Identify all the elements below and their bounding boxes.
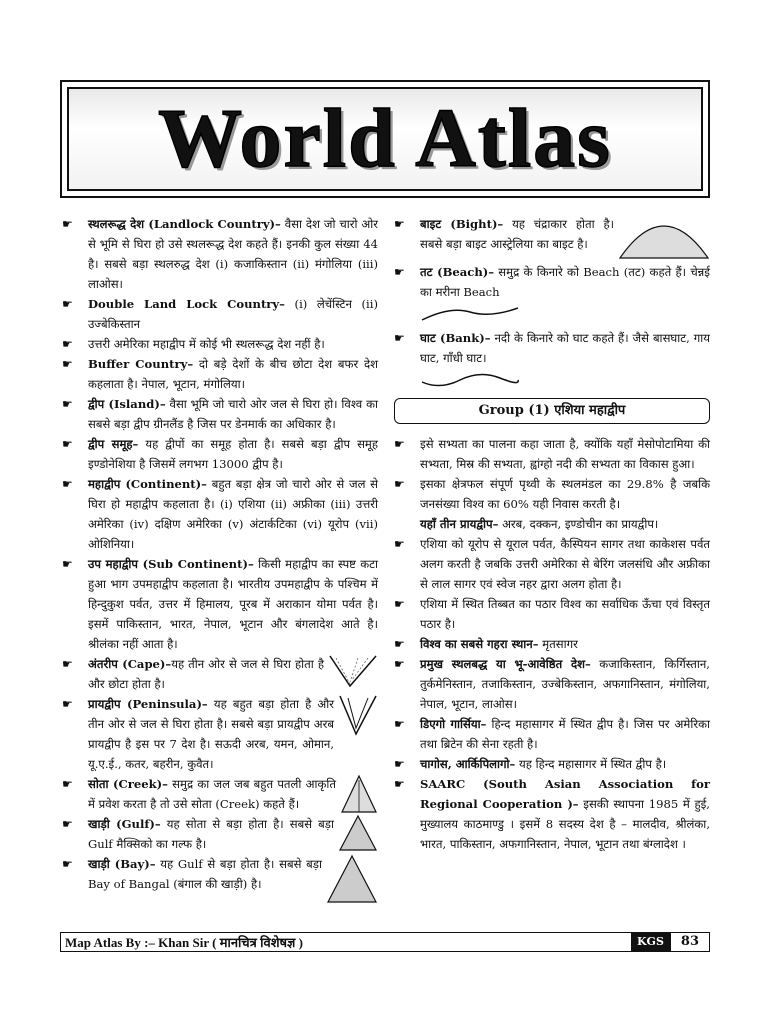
item-text: हिन्द महासागर में स्थित द्वीप है। जिस पर अमेरिका तथा ब्रिटेन की सेना रहती है। [420, 717, 711, 751]
list-item [62, 394, 378, 434]
pointing-hand-icon: ☛ [62, 857, 73, 871]
page-number: 83 [670, 933, 709, 951]
item-text: समुद्र के किनारे को Beach (तट) कहते हैं। चेन्नई का मरीना Beach [420, 265, 710, 299]
item-text: समुद्र का जल जब बहुत पतली आकृति में प्रवेश करता है तो उसे सोता (Creek) कहते हैं। [88, 777, 336, 811]
bank-line-icon [420, 368, 520, 390]
item-term: Buffer Country– [88, 357, 194, 371]
page-footer [60, 932, 710, 952]
footer-code-badge: KGS [631, 933, 670, 951]
list-item [62, 334, 378, 354]
pointing-hand-icon: ☛ [394, 717, 405, 731]
list-item [62, 554, 378, 654]
pointing-hand-icon: ☛ [62, 697, 73, 711]
peninsula-diagram-icon [338, 694, 378, 736]
item-text: किसी महाद्वीप का स्पष्ट कटा हुआ भाग उपमहाद्वीप कहलाता है। भारतीय उपमहाद्वीप के पश्चिम में हिन्दुकुश पर्वत, उत्तर में हिमालय, पूरब में अराकान योमा पर्वत है। इसमें पाकिस्तान, भारत, नेपाल, भूटान और बंगलादेश आते है। श्रीलंका नहीं आता है। [88, 557, 379, 651]
pointing-hand-icon: ☛ [394, 331, 405, 345]
pointing-hand-icon: ☛ [62, 557, 73, 571]
creek-diagram-icon [340, 774, 378, 814]
item-term: खाड़ी (Gulf)– [88, 817, 161, 831]
item-term: उप महाद्वीप (Sub Continent)– [88, 557, 254, 571]
pointing-hand-icon: ☛ [394, 657, 405, 671]
page-title: World Atlas [158, 92, 612, 185]
list-item [394, 328, 710, 368]
title-banner-inner [67, 87, 703, 191]
item-text: दो बड़े देशों के बीच छोटा देश बफर देश कहलाता है। नेपाल, भूटान, मंगोलिया। [88, 357, 378, 391]
list-item [62, 654, 378, 694]
item-term: द्वीप (Island)– [88, 397, 166, 411]
list-item [394, 262, 710, 302]
item-term: विश्व का सबसे गहरा स्थान– [420, 637, 539, 651]
list-item [62, 474, 378, 554]
item-term: खाड़ी (Bay)– [88, 857, 156, 871]
item-text: यह तीन ओर से जल से घिरा होता है और छोटा होता है। [88, 657, 324, 691]
item-text: नदी के किनारे को घाट कहते हैं। जैसे बासघाट, गाय घाट, गाँधी घाट। [420, 331, 710, 365]
pointing-hand-icon: ☛ [394, 757, 405, 771]
item-text: यह चंद्राकार होता है। सबसे बड़ा बाइट आस्ट्रेलिया का बाइट है। [420, 217, 614, 251]
list-item [394, 534, 710, 594]
footer-credit: Map Atlas By :– Khan Sir ( मानचित्र विशेषज्ञ ) [65, 935, 303, 950]
left-column [62, 214, 378, 904]
right-column [394, 214, 710, 854]
item-text: (i) लेचेंस्टिन (ii) उज्बेकिस्तान [88, 297, 378, 331]
list-item [394, 594, 710, 634]
list-item [62, 774, 378, 814]
pointing-hand-icon: ☛ [62, 777, 73, 791]
item-term: Double Land Lock Country– [88, 297, 285, 311]
item-term: यहाँ तीन प्रायद्वीप– [420, 517, 499, 531]
bay-diagram-icon [326, 854, 378, 904]
list-item [394, 434, 710, 474]
list-item [394, 754, 710, 774]
pointing-hand-icon: ☛ [62, 297, 73, 311]
item-term: स्थलरूद्ध देश (Landlock Country)– [88, 217, 281, 231]
item-text: यह द्वीपों का समूह होता है। सबसे बड़ा द्वीप समूह इण्डोनेशिया है जिसमें लगभग 13000 द्वीप है। [88, 437, 379, 471]
item-text: यह सोता से बड़ा होता है। सबसे बड़ा Gulf मैक्सिको का गल्फ है। [88, 817, 335, 851]
item-term: तट (Beach)– [420, 265, 495, 279]
title-banner [60, 80, 710, 198]
item-term: बाइट (Bight)– [420, 217, 504, 231]
list-item [394, 774, 710, 854]
list-item [394, 714, 710, 754]
item-text: उत्तरी अमेरिका महाद्वीप में कोई भी स्थलरूद्ध देश नहीं है। [88, 337, 325, 351]
item-text: यह हिन्द महासागर में स्थित द्वीप है। [515, 757, 667, 771]
list-item [62, 814, 378, 854]
item-term: SAARC (South Asian Association for Regional Cooperation )– [420, 777, 710, 811]
item-term: महाद्वीप (Continent)– [88, 477, 207, 491]
pointing-hand-icon: ☛ [394, 537, 405, 551]
group-heading: Group (1) एशिया महाद्वीप [394, 398, 710, 424]
pointing-hand-icon: ☛ [394, 437, 405, 451]
item-text: वैसा देश जो चारो ओर से भूमि से घिरा हो उसे स्थलरूद्ध देश कहते हैं। इनकी कुल संख्या 44 है। सबसे बड़ा स्थलरुद्ध देश (i) कजाकिस्तान (ii) मंगोलिया (iii) लाओस। [88, 217, 378, 291]
item-text: इसका क्षेत्रफल संपूर्ण पृथ्वी के स्थलमंडल का 29.8% है जबकि जनसंख्या विश्व का 60% यही निवास करती है। [420, 477, 710, 511]
list-item [62, 294, 378, 334]
item-text: एशिया में स्थित तिब्बत का पठार विश्व का सर्वाधिक ऊँचा एवं विस्तृत पठार है। [420, 597, 710, 631]
list-item [62, 854, 378, 894]
list-item [62, 434, 378, 474]
item-text: वैसा भूमि जो चारो ओर जल से घिरा हो। विश्व का सबसे बड़ा द्वीप ग्रीनलैंड है जिस पर डेनमार्क का अधिकार है। [88, 397, 378, 431]
item-text: अरब, दक्कन, इण्डोचीन का प्रायद्वीप। [498, 517, 659, 531]
item-term: डिएगो गार्सिया– [420, 717, 487, 731]
item-term: सोता (Creek)– [88, 777, 168, 791]
list-item [62, 694, 378, 774]
pointing-hand-icon: ☛ [394, 637, 405, 651]
item-term: द्वीप समूह– [88, 437, 139, 451]
item-term: घाट (Bank)– [420, 331, 491, 345]
list-item [62, 214, 378, 294]
pointing-hand-icon: ☛ [394, 477, 405, 491]
item-term: चागोस, आर्किपिलागो– [420, 757, 516, 771]
item-text: मृतसागर [538, 637, 578, 651]
item-text: इसकी स्थापना 1985 में हुई, मुख्यालय काठमाण्डु । इसमें 8 सदस्य देश है – मालदीव, श्रीलंका, भारत, पाकिस्तान, अफगानिस्तान, नेपाल, भूटान तथा बंग्लादेश । [420, 797, 710, 851]
bight-diagram-icon [618, 214, 710, 260]
pointing-hand-icon: ☛ [62, 657, 73, 671]
item-term: प्रमुख स्थलबद्ध या भू-आवेष्ठित देश– [420, 657, 591, 671]
pointing-hand-icon: ☛ [62, 437, 73, 451]
list-item [394, 474, 710, 514]
pointing-hand-icon: ☛ [394, 597, 405, 611]
pointing-hand-icon: ☛ [394, 265, 405, 279]
pointing-hand-icon: ☛ [394, 777, 405, 791]
list-item-continuation [394, 514, 710, 534]
item-text: एशिया को यूरोप से यूराल पर्वत, कैस्पियन सागर तथा काकेशस पर्वत अलग करती है जबकि उत्तरी अमेरिका से बेरिंग जलसंधि और अफ्रीका से लाल सागर एवं स्वेज नहर द्वारा अलग होता है। [420, 537, 710, 591]
item-text: बहुत बड़ा क्षेत्र जो चारो ओर से जल से घिरा हो महाद्वीप कहलाता है। (i) एशिया (ii) अफ्रीका (iii) उत्तरी अमेरिका (iv) दक्षिण अमेरिका (v) अंटार्कटिका (vi) यूरोप (vii) ओशिनिया। [88, 477, 379, 551]
cape-diagram-icon [328, 654, 378, 688]
item-text: इसे सभ्यता का पालना कहा जाता है, क्योंकि यहाँ मेसोपोटामिया की सभ्यता, मिस्र की सभ्यता, ह्वांग्हो नदी की सभ्यता का विकास हुआ। [420, 437, 710, 471]
pointing-hand-icon: ☛ [62, 817, 73, 831]
list-item [394, 654, 710, 714]
beach-line-icon [420, 302, 520, 324]
pointing-hand-icon: ☛ [62, 477, 73, 491]
pointing-hand-icon: ☛ [62, 217, 73, 231]
item-text: यह Gulf से बड़ा होता है। सबसे बड़ा Bay of Bangal (बंगाल की खाड़ी) है। [88, 857, 322, 891]
pointing-hand-icon: ☛ [62, 397, 73, 411]
pointing-hand-icon: ☛ [394, 217, 405, 231]
pointing-hand-icon: ☛ [62, 337, 73, 351]
pointing-hand-icon: ☛ [62, 357, 73, 371]
item-text: कजाकिस्तान, किर्गिस्तान, तुर्कमेनिस्तान, तजाकिस्तान, उज्बेकिस्तान, अफगानिस्तान, मंगोलिया, नेपाल, भूटान, लाओस। [420, 657, 710, 711]
item-term: अंतरीप (Cape)– [88, 657, 172, 671]
list-item [62, 354, 378, 394]
item-term: प्रायद्वीप (Peninsula)– [88, 697, 208, 711]
list-item [394, 214, 710, 254]
list-item [394, 634, 710, 654]
gulf-diagram-icon [338, 814, 378, 852]
item-text: यह बहुत बड़ा होता है और तीन ओर से जल से घिरा होता है। सबसे बड़ा प्रायद्वीप अरब प्रायद्वीप है इस पर 7 देश है। सऊदी अरब, यमन, ओमान, यू.ए.ई., कतर, बहरीन, कुवैत। [88, 697, 334, 771]
